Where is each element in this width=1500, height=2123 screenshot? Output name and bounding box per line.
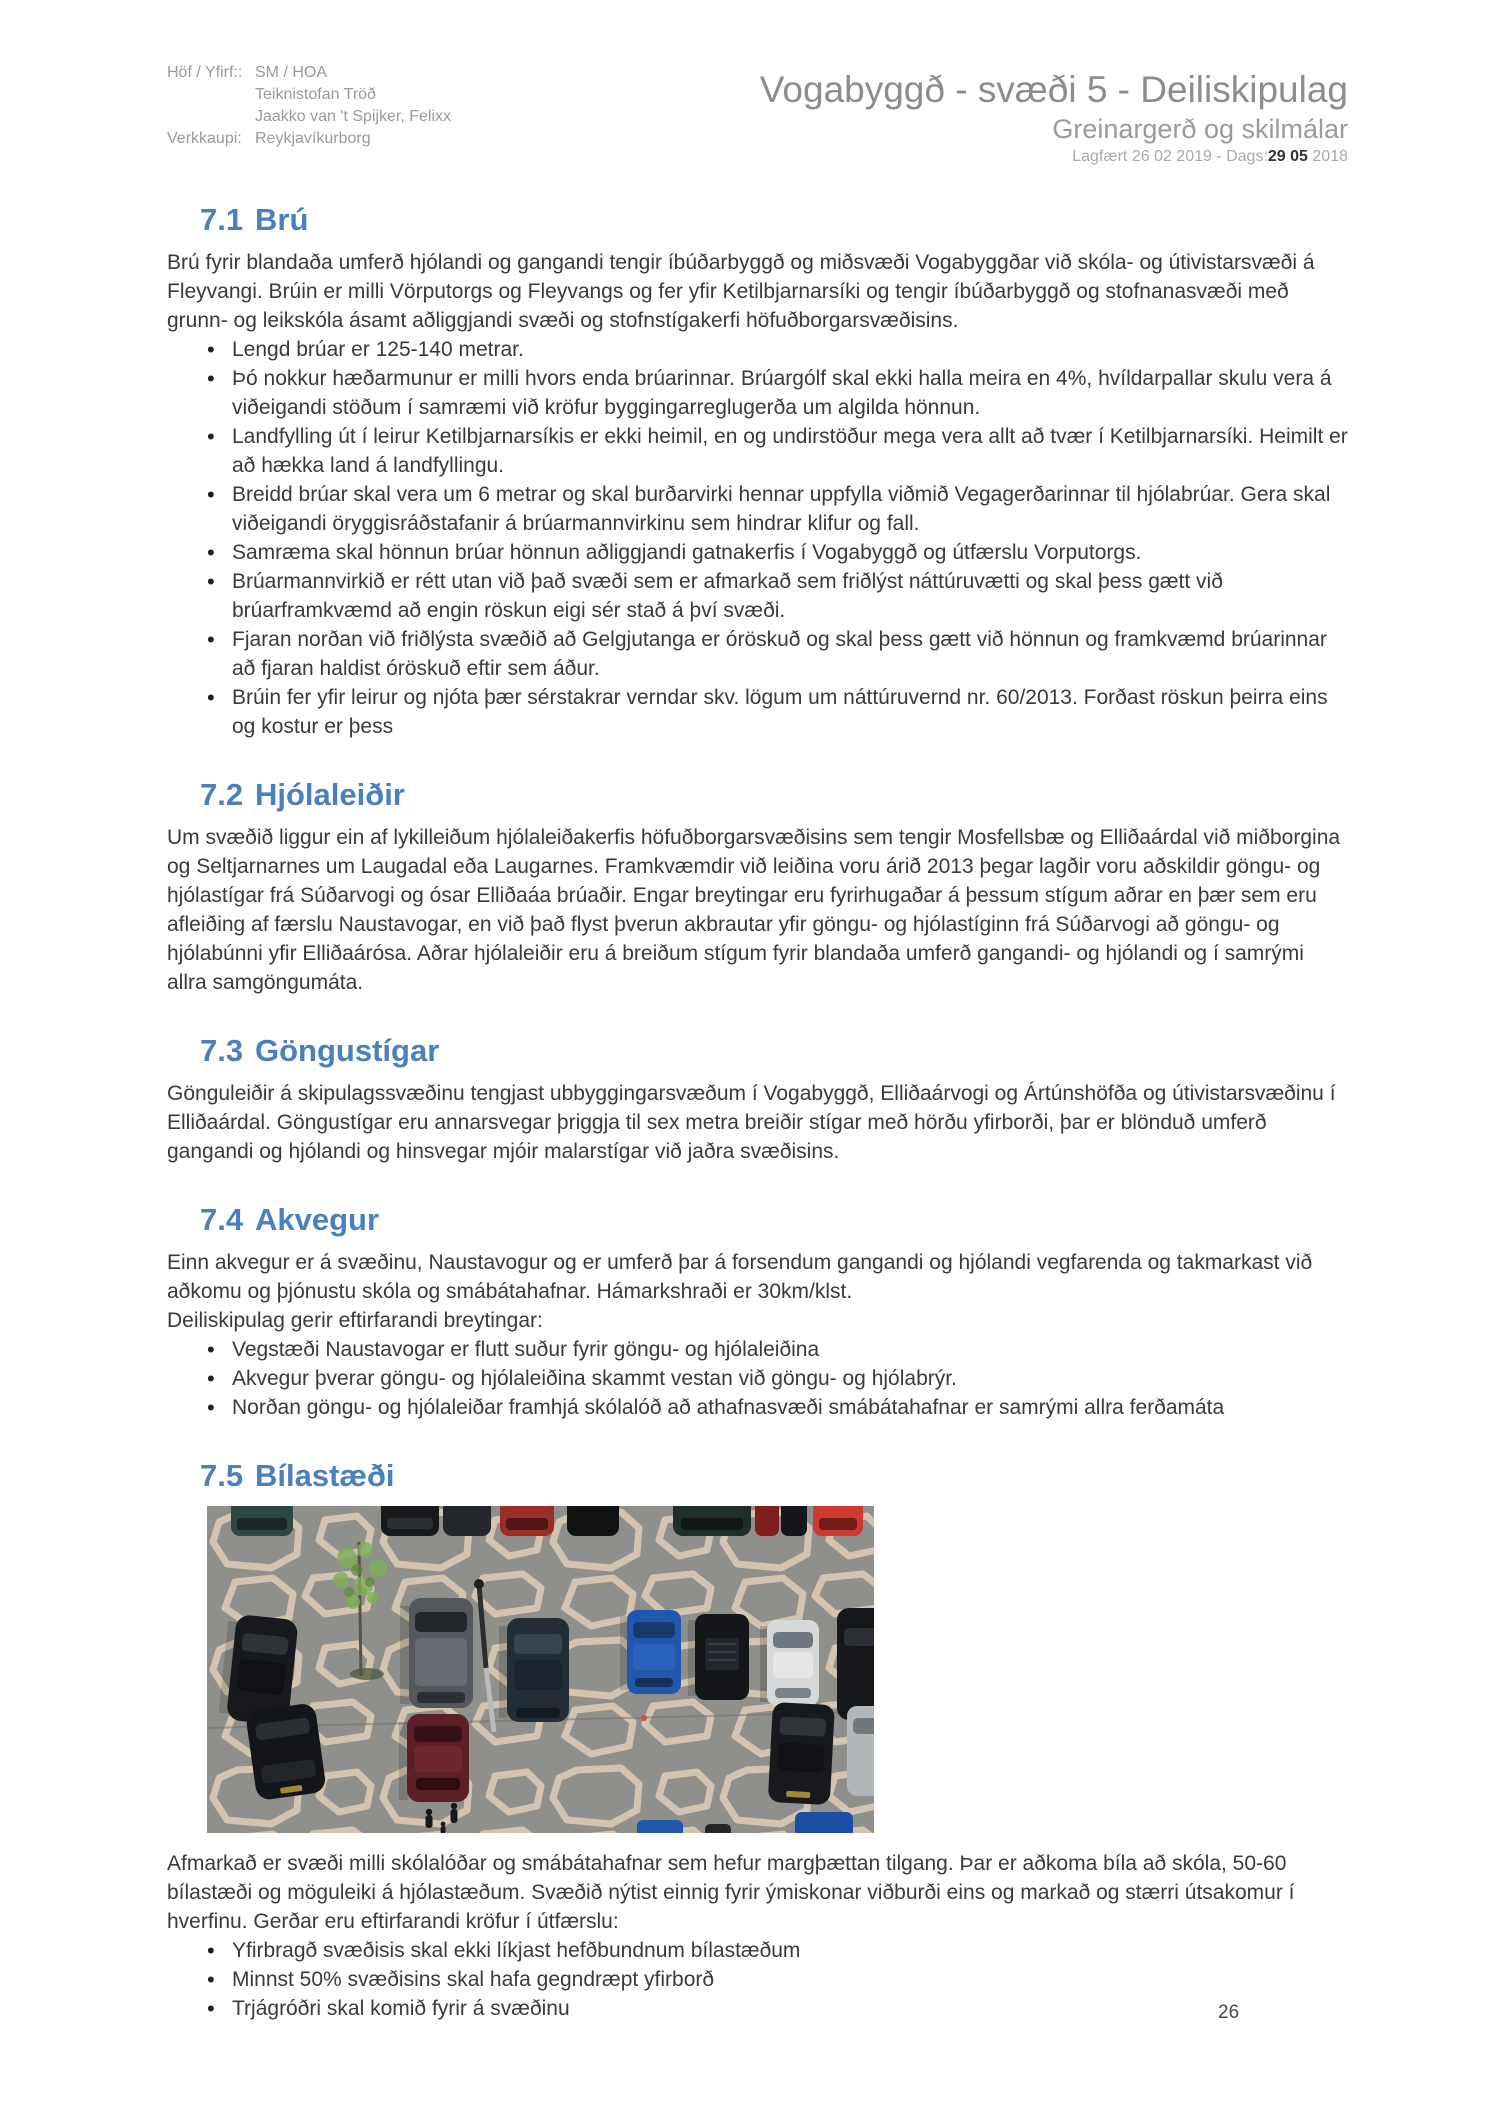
document-subtitle: Greinargerð og skilmálar xyxy=(1052,114,1348,144)
section-number: 7.5 xyxy=(200,1458,244,1493)
section-7-5-paragraph: Afmarkað er svæði milli skólalóðar og smábátahafnar sem hefur margþættan tilgang. Þar er aðkoma bíla að skóla, 50-60 bílastæði og möguleiki á hjólastæðum. Svæðið nýtist einnig fyrir ýmiskonar viðburði eins og markað og stærri útsakomur í hverfinu. Gerðar eru eftirfarandi kröfur í útfærslu: xyxy=(167,1852,1295,1933)
list-item: • Lengd brúar er 125-140 metrar. xyxy=(232,335,1348,364)
section-heading-7-4 xyxy=(200,1202,1348,1238)
section-7-3-paragraph: Gönguleiðir á skipulagssvæðinu tengjast ubbyggingarsvæðum í Vogabyggð, Elliðaárvogi og Ártúnshöfða og útivistarsvæðinu í Elliðaárdal. Göngustígar eru annarsvegar þriggja til sex metra breiðir stígar með hörðu yfirborði, þar er blönduð umferð gangandi og hjólandi og hinsvegar mjóir malarstígar við jaðra svæðisins. xyxy=(167,1082,1336,1163)
section-7-4-paragraph-2: Deiliskipulag gerir eftirfarandi breytingar: xyxy=(167,1309,543,1332)
list-item: • Landfylling út í leirur Ketilbjarnarsíkis er ekki heimil, en og undirstöður mega vera allt að tvær í Ketilbjarnarsíki. Heimilt er að hækka land á landfyllingu. xyxy=(232,422,1348,480)
list-item: • Fjaran norðan við friðlýsta svæðið að Gelgjutanga er óröskuð og skal þess gætt við hönnun og framkvæmd brúarinnar að fjaran haldist óröskuð eftir sem áður. xyxy=(232,625,1348,683)
list-item: • Minnst 50% svæðisins skal hafa gegndræpt yfirborð xyxy=(232,1965,1348,1994)
parking-lot-aerial-photo xyxy=(207,1506,874,1833)
date-prefix: Lagfært 26 02 2019 - Dags: xyxy=(1072,148,1268,165)
client-label: Verkkaupi: xyxy=(167,130,242,147)
author-line: Teiknistofan Tröð xyxy=(255,86,376,103)
credits-block xyxy=(167,62,451,150)
list-item: • Trjágróðri skal komið fyrir á svæðinu xyxy=(232,1994,1348,2023)
author-values xyxy=(255,62,451,128)
page-header xyxy=(167,0,1348,166)
date-year: 2018 xyxy=(1307,148,1348,165)
document-title: Vogabyggð - svæði 5 - Deiliskipulag xyxy=(759,69,1348,110)
section-7-2-paragraph: Um svæðið liggur ein af lykilleiðum hjólaleiðakerfis höfuðborgarsvæðisins sem tengir Mosfellsbæ og Elliðaárdal við miðborgina og Seltjarnarnes um Laugadal eða Laugarnes. Framkvæmdir við leiðina voru árið 2013 þegar lagðir voru aðskildir göngu- og hjólastígar frá Súðarvogi og ósar Elliðaáa brúaðir. Engar breytingar eru fyrirhugaðar á þessum stígum aðrar en þær sem eru afleiðing af færslu Naustavogar, en við það flyst þverun akbrautar yfir göngu- og hjólastíginn frá Súðarvogi að göngu- og hjólabúnni yfir Elliðaárósa. Aðrar hjólaleiðir eru á breiðum stígum fyrir blandaða umferð gangandi- og hjólandi og í samrými allra samgöngumáta. xyxy=(167,826,1341,994)
section-title: Akvegur xyxy=(255,1202,380,1237)
parking-lot-photo-graphic xyxy=(207,1506,874,1833)
section-number: 7.2 xyxy=(200,777,244,812)
client-value: Reykjavíkurborg xyxy=(255,130,371,147)
section-7-5-bullet-list xyxy=(167,1936,1348,2023)
list-item: • Breidd brúar skal vera um 6 metrar og skal burðarvirki hennar uppfylla viðmið Vegagerðarinnar til hjólabrúar. Gera skal viðeigandi öryggisráðstafanir á brúarmannvirkinu sem hindrar klifur og fall. xyxy=(232,480,1348,538)
list-item: • Brúarmannvirkið er rétt utan við það svæði sem er afmarkað sem friðlýst náttúruvætti og skal þess gætt við brúarframkvæmd að engin röskun eigi sér stað á því svæði. xyxy=(232,567,1348,625)
list-item: • Vegstæði Naustavogar er flutt suður fyrir göngu- og hjólaleiðina xyxy=(232,1335,1348,1364)
section-number: 7.1 xyxy=(200,202,244,237)
list-item: • Akvegur þverar göngu- og hjólaleiðina skammt vestan við göngu- og hjólabrýr. xyxy=(232,1364,1348,1393)
document-date xyxy=(760,148,1348,166)
author-line: SM / HOA xyxy=(255,64,328,81)
section-title: Hjólaleiðir xyxy=(255,777,405,812)
section-title: Brú xyxy=(255,202,309,237)
author-line: Jaakko van 't Spijker, Felixx xyxy=(255,108,452,125)
section-heading-7-1 xyxy=(200,202,1348,238)
list-item: • Yfirbragð svæðisis skal ekki líkjast hefðbundnum bílastæðum xyxy=(232,1936,1348,1965)
section-title: Bílastæði xyxy=(255,1458,395,1493)
section-7-4-paragraph: Einn akvegur er á svæðinu, Naustavogur og er umferð þar á forsendum gangandi og hjólandi vegfarenda og takmarkast við aðkomu og þjónustu skóla og smábátahafnar. Hámarkshraði er 30km/klst. xyxy=(167,1251,1313,1303)
section-number: 7.4 xyxy=(200,1202,244,1237)
list-item: • Þó nokkur hæðarmunur er milli hvors enda brúarinnar. Brúargólf skal ekki halla meira en 4%, hvíldarpallar skulu vera á viðeigandi stöðum í samræmi við kröfur byggingarreglugerða um algilda hönnun. xyxy=(232,364,1348,422)
list-item: • Norðan göngu- og hjólaleiðar framhjá skólalóð að athafnasvæði smábátahafnar er samrými allra ferðamáta xyxy=(232,1393,1348,1422)
section-7-1-paragraph: Brú fyrir blandaða umferð hjólandi og gangandi tengir íbúðarbyggð og miðsvæði Vogabyggðar við skóla- og útivistarsvæði á Fleyvangi. Brúin er milli Vörputorgs og Fleyvangs og fer yfir Ketilbjarnarsíki og tengir íbúðarbyggð og stofnanasvæði með grunn- og leikskóla ásamt aðliggjandi svæði og stofnstígakerfi höfuðborgarsvæðisins. xyxy=(167,251,1315,332)
section-heading-7-3 xyxy=(200,1033,1348,1069)
section-title: Göngustígar xyxy=(255,1033,440,1068)
section-heading-7-2 xyxy=(200,777,1348,813)
author-label: Höf / Yfirf:: xyxy=(167,64,243,81)
section-number: 7.3 xyxy=(200,1033,244,1068)
list-item: • Samræma skal hönnun brúar hönnun aðliggjandi gatnakerfis í Vogabyggð og útfærslu Vorputorgs. xyxy=(232,538,1348,567)
page-number: 26 xyxy=(1218,2002,1240,2023)
section-7-1-bullet-list xyxy=(167,335,1348,741)
section-7-4-bullet-list xyxy=(167,1335,1348,1422)
title-block xyxy=(760,68,1348,166)
section-heading-7-5 xyxy=(200,1458,1348,1494)
list-item: • Brúin fer yfir leirur og njóta þær sérstakrar verndar skv. lögum um náttúruvernd nr. 60/2013. Forðast röskun þeirra eins og kostur er þess xyxy=(232,683,1348,741)
date-emphasis: 29 05 xyxy=(1267,148,1308,165)
